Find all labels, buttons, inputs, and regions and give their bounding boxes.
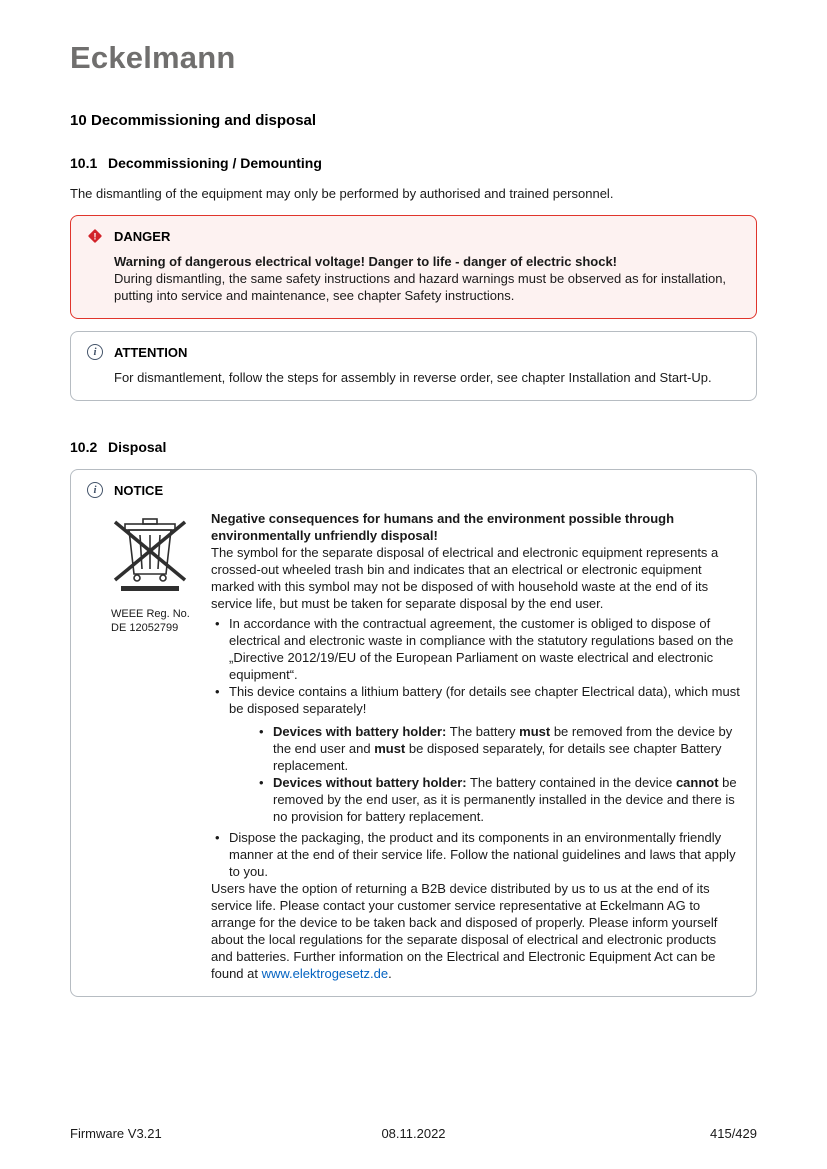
info-icon-glyph: i (93, 483, 97, 496)
list-item-text: Dispose the packaging, the product and its components in an environmentally friendly manner at the end of their service life. Follow the national guidelines and laws that apply to you. (229, 830, 736, 879)
danger-title-row (87, 228, 740, 244)
list-item-text (273, 774, 740, 825)
info-icon-glyph: i (93, 345, 97, 358)
text-fragment-bold: must (519, 724, 551, 739)
weee-reg-caption (111, 607, 211, 635)
weee-reg-line2: DE 12052799 (111, 622, 179, 634)
subsection-number: 10.2 (70, 439, 98, 455)
section-heading (70, 112, 757, 129)
footer-date: 08.11.2022 (381, 1126, 446, 1141)
list-item (259, 723, 740, 774)
info-icon (87, 482, 103, 498)
section-number: 10 (70, 112, 87, 129)
subsection-heading-decommissioning (70, 155, 757, 171)
svg-text:!: ! (93, 231, 97, 242)
danger-callout (70, 215, 757, 319)
notice-text-column (211, 510, 740, 982)
danger-headline: Warning of dangerous electrical voltage! Danger to life - danger of electric shock! (114, 254, 618, 269)
bullet-marker: • (215, 830, 220, 845)
list-item (215, 829, 740, 880)
list-item (215, 615, 740, 683)
text-fragment-bold: must (374, 741, 406, 756)
danger-body-block (114, 253, 740, 304)
notice-content (111, 510, 740, 982)
danger-icon (87, 228, 103, 244)
text-fragment: The battery contained in the device (466, 775, 676, 790)
text-fragment: The battery (446, 724, 520, 739)
weee-symbol-block (111, 510, 211, 982)
danger-title: DANGER (114, 228, 171, 244)
footer-firmware-version: Firmware V3.21 (70, 1126, 162, 1141)
footer-page-number: 415/429 (710, 1126, 757, 1141)
elektrogesetz-link[interactable]: www.elektrogesetz.de (261, 966, 389, 981)
notice-title: NOTICE (114, 482, 164, 498)
attention-title-row (87, 344, 740, 360)
section-title: Decommissioning and disposal (91, 112, 317, 129)
bullet-marker: • (259, 775, 264, 790)
subsection-title: Decommissioning / Demounting (108, 155, 322, 171)
list-item-body (229, 683, 740, 829)
list-item (215, 683, 740, 829)
notice-callout (70, 469, 757, 997)
subsection-title: Disposal (108, 439, 167, 455)
attention-body-block (114, 369, 740, 386)
notice-title-row (87, 482, 740, 498)
notice-headline: Negative consequences for humans and the environment possible through environmentally unfriendly disposal! (211, 511, 675, 543)
notice-bullet-list (211, 615, 740, 880)
notice-headline-paragraph (211, 510, 740, 544)
closing-period: . (388, 966, 392, 981)
bullet-marker: • (215, 684, 220, 699)
notice-paragraph: The symbol for the separate disposal of electrical and electronic equipment represents a crossed-out wheeled trash bin and indicates that an electrical or electronic equipment marked with this symbol may not be disposed of with household waste at the end of its service life, but must be taken for separate disposal by the end user. (211, 545, 719, 611)
list-item (259, 774, 740, 825)
attention-body-text: For dismantlement, follow the steps for assembly in reverse order, see chapter Installation and Start-Up. (114, 370, 712, 385)
bullet-marker: • (259, 724, 264, 739)
text-fragment-bold: cannot (675, 775, 719, 790)
sub-bullet-lead: Devices with battery holder: (273, 724, 447, 739)
info-icon (87, 344, 103, 360)
list-item-text: In accordance with the contractual agreement, the customer is obliged to dispose of electrical and electronic waste in compliance with the statutory regulations based on the „Directive 2012/19/EU of the European Parliament on waste electrical and electronic equipment“. (229, 616, 734, 682)
weee-crossed-out-bin-icon (111, 518, 189, 594)
text-fragment: be removed from the device by the end user and (273, 724, 733, 756)
notice-closing-paragraph (211, 880, 740, 982)
page-footer (70, 1126, 757, 1141)
subsection-number: 10.1 (70, 155, 98, 171)
sub-bullet-lead: Devices without battery holder: (273, 775, 467, 790)
attention-callout (70, 331, 757, 401)
weee-reg-line1: WEEE Reg. No. (111, 608, 190, 620)
notice-sub-bullet-list (229, 723, 740, 825)
list-item-text: This device contains a lithium battery (for details see chapter Electrical data), which must be disposed separately! (229, 684, 740, 716)
subsection-heading-disposal (70, 439, 757, 455)
danger-body-text: During dismantling, the same safety instructions and hazard warnings must be observed as for installation, putting into service and maintenance, see chapter Safety instructions. (114, 271, 727, 303)
company-logo: Eckelmann (70, 40, 236, 75)
bullet-marker: • (215, 616, 220, 631)
list-item-text (273, 723, 740, 774)
text-fragment: be disposed separately, for details see chapter Battery replacement. (273, 741, 722, 773)
attention-title: ATTENTION (114, 344, 188, 360)
intro-paragraph: The dismantling of the equipment may only be performed by authorised and trained personnel. (70, 186, 614, 201)
closing-text: Users have the option of returning a B2B device distributed by us to us at the end of its service life. Please contact your customer service representative at Eckelmann AG to arrange for the device to be taken back and disposed of properly. Please inform yourself about the local regulations for the separate disposal of electrical and electronic products and batteries. Further information on the Electrical and Electronic Equipment Act can be found at (211, 881, 718, 981)
text-fragment: be removed by the end user, as it is permanently installed in the device and there is no provision for battery replacement. (273, 775, 737, 824)
